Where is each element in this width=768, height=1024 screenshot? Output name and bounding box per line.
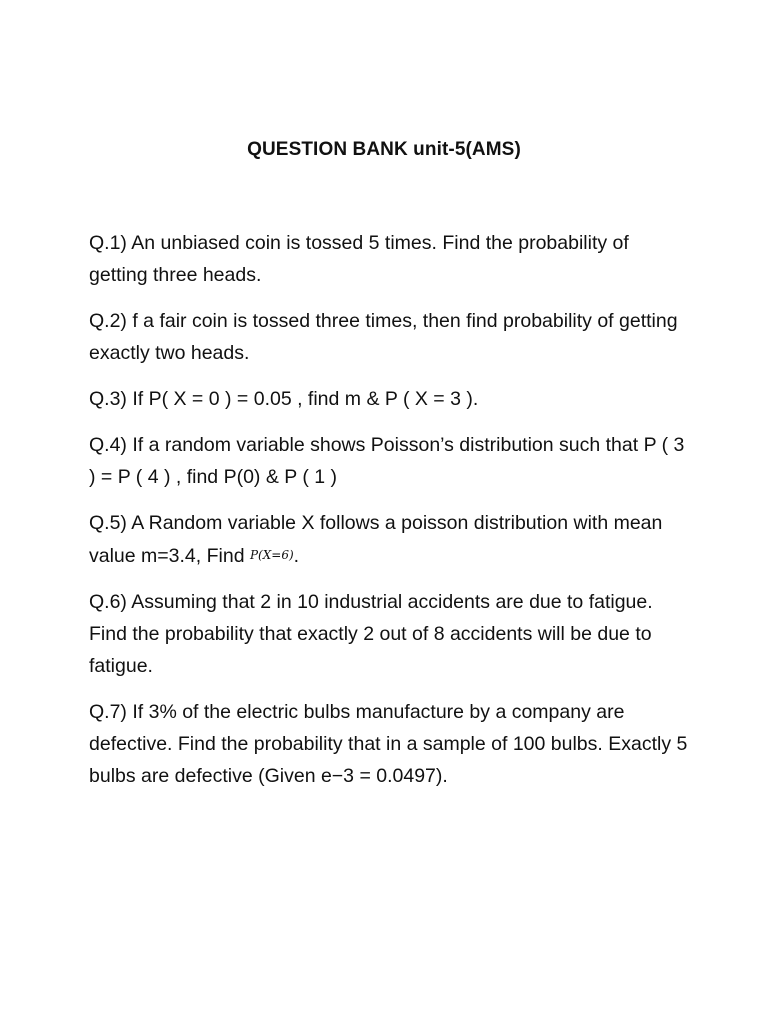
question-3: Q.3) If P( X = 0 ) = 0.05 , find m & P ( X = 3 ). [89,388,479,410]
question-5-suffix: . [293,545,300,567]
page-title: QUESTION BANK unit-5(AMS) [247,139,521,160]
question-5-text: Q.5) A Random variable X follows a poisson distribution with mean value m=3.4, Find [89,512,663,567]
question-1: Q.1) An unbiased coin is tossed 5 times. Find the probability of getting three heads. [89,232,629,286]
question-2: Q.2) f a fair coin is tossed three times, then find probability of getting exactly two heads. [89,310,678,364]
question-4: Q.4) If a random variable shows Poisson’s distribution such that P ( 3 ) = P ( 4 ) , find P(0) & P ( 1 ) [89,434,685,488]
question-6: Q.6) Assuming that 2 in 10 industrial accidents are due to fatigue. Find the probability that exactly 2 out of 8 accidents will be due to fatigue. [89,591,653,677]
question-7: Q.7) If 3% of the electric bulbs manufacture by a company are defective. Find the probability that in a sample of 100 bulbs. Exactly 5 bulbs are defective (Given e−3 = 0.0497). [89,701,688,787]
question-5-formula: P(X=6) [249,548,294,562]
question-list [89,227,689,806]
question-5 [89,507,689,572]
